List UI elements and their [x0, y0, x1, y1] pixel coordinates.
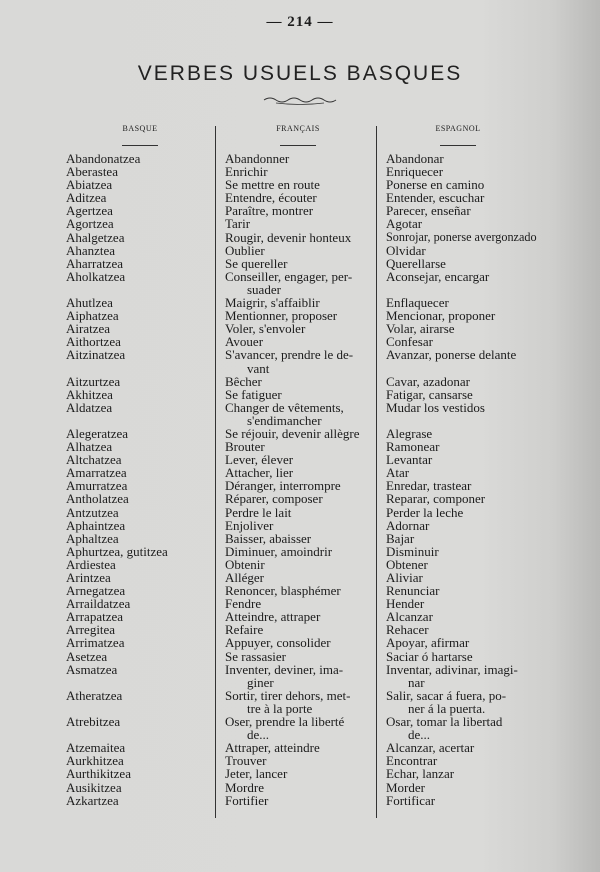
spanish-translation-line: Bajar [386, 530, 415, 546]
french-translation-line: Renoncer, blasphémer [225, 583, 341, 599]
french-translation [225, 689, 386, 715]
spanish-translation-line: Perder la leche [386, 504, 464, 520]
basque-verb: Aphaintzea [66, 517, 126, 533]
spanish-translation-line: Enriquecer [386, 164, 444, 180]
basque-verb: Atrebitzea [66, 714, 121, 730]
basque-verb: Aurkhitzea [66, 753, 124, 769]
basque-verb: Arrapatzea [66, 609, 124, 625]
french-translation-line: s'endimancher [247, 412, 322, 428]
spanish-translation [386, 532, 586, 545]
spanish-translation-line: Saciar ó hartarse [386, 648, 473, 664]
french-translation-line: vant [247, 360, 270, 376]
basque-verb: Aithortzea [66, 334, 121, 350]
french-translation-line: Changer de vêtements, [225, 399, 344, 415]
verb-row [0, 767, 600, 780]
french-translation-line: Refaire [225, 622, 264, 638]
spanish-translation-line: nar [408, 674, 425, 690]
spanish-translation [386, 519, 586, 532]
spanish-translation [386, 689, 586, 715]
french-translation [225, 231, 386, 244]
spanish-translation-line: Ramonear [386, 439, 440, 455]
french-translation-line: Oublier [225, 242, 265, 258]
verb-row [0, 532, 600, 545]
spanish-translation-line: Enredar, trastear [386, 478, 472, 494]
header-espagnol: ESPAGNOL [435, 124, 481, 133]
french-translation-line: Se réjouir, devenir allègre [225, 425, 360, 441]
french-translation [225, 715, 386, 741]
spanish-translation [386, 767, 586, 780]
basque-verb: Antholatzea [66, 491, 129, 507]
spanish-translation-line: Parecer, enseñar [386, 203, 471, 219]
french-translation-line: Diminuer, amoindrir [225, 543, 333, 559]
page-title: VERBES USUELS BASQUES [137, 62, 463, 85]
spanish-translation-line: Enflaquecer [386, 295, 449, 311]
spanish-translation-line: Aliviar [386, 570, 423, 585]
spanish-translation-line: Obtener [386, 556, 428, 572]
spanish-translation [386, 781, 586, 794]
basque-verb: Abandonatzea [66, 151, 141, 166]
spanish-translation-line: Disminuir [386, 543, 439, 559]
french-translation [225, 217, 386, 230]
basque-verb: Arregitea [66, 622, 116, 638]
basque-verb: Akhitzea [66, 386, 113, 402]
spanish-translation [386, 375, 586, 388]
spanish-translation [386, 348, 586, 374]
basque-verb: Aphaltzea [66, 530, 119, 546]
verb-row [0, 388, 600, 401]
french-translation-line: Entendre, écouter [225, 190, 317, 206]
basque-verb: Aphurtzea, gutitzea [66, 543, 168, 559]
spanish-translation-line: Reparar, componer [386, 491, 486, 507]
spanish-translation-line: Levantar [386, 452, 433, 468]
spanish-translation-line: Avanzar, ponerse delante [386, 347, 517, 363]
spanish-translation-line: Sonrojar, ponerse avergonzado [386, 229, 537, 244]
spanish-translation-line: Inventar, adivinar, imagi- [386, 661, 518, 677]
french-translation-line: Maigrir, s'affaiblir [225, 295, 320, 311]
spanish-translation-line: Apoyar, afirmar [386, 635, 470, 651]
spanish-translation [386, 244, 586, 257]
verb-row [0, 636, 600, 649]
french-translation-line: Se quereller [225, 255, 288, 271]
spanish-translation-line: Cavar, azadonar [386, 373, 470, 389]
spanish-translation [386, 453, 586, 466]
basque-verb: Atheratzea [66, 687, 123, 703]
spanish-translation-line: Mencionar, proponer [386, 308, 496, 324]
french-translation [225, 636, 386, 649]
verb-row [0, 689, 600, 715]
verb-row [0, 401, 600, 427]
spanish-translation-line: Osar, tomar la libertad [386, 714, 503, 730]
french-translation [225, 794, 386, 807]
french-translation-line: Brouter [225, 439, 265, 455]
spanish-translation-line: de... [408, 727, 431, 743]
basque-verb: Ahalgetzea [66, 229, 125, 245]
spanish-translation-line: Adornar [386, 517, 430, 533]
verb-row [0, 257, 600, 270]
basque-verb: Ardiestea [66, 556, 116, 572]
french-translation-line: Obtenir [225, 556, 265, 572]
verb-row [0, 375, 600, 388]
french-translation [225, 244, 386, 257]
basque-verb: Aholkatzea [66, 268, 126, 284]
basque-verb: Arraildatzea [66, 596, 131, 612]
french-translation-line: Bêcher [225, 373, 262, 389]
basque-verb: Aharratzea [66, 255, 124, 271]
basque-verb: Amarratzea [66, 465, 127, 481]
spanish-translation-line: Alcanzar [386, 609, 433, 625]
basque-verb: Agertzea [66, 203, 113, 219]
basque-verb: Aberastea [66, 164, 118, 180]
verb-row [0, 348, 600, 374]
verb-row [0, 781, 600, 794]
header-francais: FRANÇAIS [276, 124, 320, 133]
french-translation-line: Oser, prendre la liberté [225, 714, 345, 730]
spanish-translation-line: Alegrase [386, 425, 433, 441]
spanish-translation-line: Abandonar [386, 151, 444, 166]
spanish-translation [386, 401, 586, 427]
spanish-translation [386, 388, 586, 401]
spanish-translation-line: Olvidar [386, 242, 426, 258]
verb-row [0, 545, 600, 558]
verb-row [0, 794, 600, 807]
spanish-translation-line: Alcanzar, acertar [386, 740, 475, 756]
verb-row [0, 492, 600, 505]
french-translation-line: Réparer, composer [225, 491, 323, 507]
basque-verb: Alegeratzea [66, 425, 129, 441]
french-translation [225, 545, 386, 558]
french-translation-line: suader [247, 281, 281, 297]
verb-row [0, 231, 600, 244]
basque-verb: Aurthikitzea [66, 766, 131, 782]
french-translation [225, 650, 386, 663]
french-translation [225, 401, 386, 427]
basque-verb: Atzemaitea [66, 740, 126, 756]
french-translation-line: Attraper, atteindre [225, 740, 320, 756]
spanish-translation-line: Morder [386, 779, 425, 795]
basque-verb: Azkartzea [66, 792, 119, 808]
spanish-translation [386, 650, 586, 663]
french-translation-line: Fortifier [225, 792, 269, 808]
basque-verb: Airatzea [66, 321, 111, 337]
french-translation-line: Se mettre en route [225, 177, 320, 193]
french-translation [225, 767, 386, 780]
spanish-translation-line: Salir, sacar á fuera, po- [386, 687, 507, 703]
ornament-divider [262, 94, 338, 106]
spanish-translation-line: Rehacer [386, 622, 429, 638]
basque-verb: Asetzea [66, 648, 108, 664]
french-translation [225, 270, 386, 296]
french-translation-line: Fendre [225, 596, 262, 612]
spanish-translation-line: Confesar [386, 334, 433, 350]
spanish-translation-line: Encontrar [386, 753, 438, 769]
basque-verb: Asmatzea [66, 661, 118, 677]
french-translation-line: Appuyer, consolider [225, 635, 331, 651]
spanish-translation-line: Fatigar, cansarse [386, 386, 473, 402]
french-translation-line: tre à la porte [247, 700, 313, 716]
french-translation-line: Sortir, tirer dehors, met- [225, 687, 351, 703]
spanish-translation [386, 231, 586, 244]
basque-verb: Ausikitzea [66, 779, 122, 795]
spanish-translation [386, 217, 586, 230]
french-translation-line: Attacher, lier [225, 465, 294, 481]
french-translation-line: Enjoliver [225, 517, 274, 533]
french-translation-line: Avouer [225, 334, 264, 350]
french-translation-line: giner [247, 674, 274, 690]
french-translation-line: Se fatiguer [225, 386, 282, 402]
french-translation [225, 781, 386, 794]
header-rule [440, 145, 476, 146]
french-translation-line: Perdre le lait [225, 504, 292, 520]
spanish-translation-line: Entender, escuchar [386, 190, 485, 206]
french-translation-line: Paraître, montrer [225, 203, 314, 219]
verb-row [0, 650, 600, 663]
french-translation-line: Baisser, abaisser [225, 530, 312, 546]
french-translation [225, 375, 386, 388]
spanish-translation-line: Hender [386, 596, 425, 612]
spanish-translation [386, 506, 586, 519]
basque-verb: Amurratzea [66, 478, 128, 494]
spanish-translation-line: Mudar los vestidos [386, 399, 485, 415]
basque-verb: Aitzinatzea [66, 347, 126, 363]
french-translation-line: Déranger, interrompre [225, 478, 341, 494]
verb-row [0, 663, 600, 689]
verb-list [0, 152, 600, 807]
basque-verb: Ahutlzea [66, 295, 113, 311]
spanish-translation-line: Ponerse en camino [386, 177, 485, 193]
french-translation-line: Inventer, deviner, ima- [225, 661, 344, 677]
french-translation-line: Rougir, devenir honteux [225, 229, 352, 245]
basque-verb: Alhatzea [66, 439, 113, 455]
french-translation-line: Jeter, lancer [225, 766, 288, 782]
spanish-translation [386, 636, 586, 649]
spanish-translation [386, 270, 586, 296]
spanish-translation-line: Querellarse [386, 255, 446, 271]
header-basque: BASQUE [122, 124, 158, 133]
french-translation-line: Mordre [225, 779, 264, 795]
french-translation-line: Abandonner [225, 151, 290, 166]
spanish-translation [386, 715, 586, 741]
spanish-translation-line: ner á la puerta. [408, 700, 486, 716]
spanish-translation [386, 794, 586, 807]
french-translation [225, 388, 386, 401]
basque-verb: Aldatzea [66, 399, 113, 415]
french-translation [225, 506, 386, 519]
basque-verb: Arnegatzea [66, 583, 126, 599]
basque-verb: Agortzea [66, 216, 114, 232]
basque-verb: Aditzea [66, 190, 107, 206]
french-translation-line: Trouver [225, 753, 267, 769]
french-translation-line: Mentionner, proposer [225, 308, 338, 324]
verb-row [0, 270, 600, 296]
basque-verb: Arintzea [66, 570, 111, 585]
french-translation [225, 663, 386, 689]
spanish-translation-line: Echar, lanzar [386, 766, 455, 782]
verb-row [0, 715, 600, 741]
basque-verb: Antzutzea [66, 504, 119, 520]
french-translation-line: Tarir [225, 216, 251, 232]
french-translation-line: Enrichir [225, 164, 268, 180]
basque-verb: Aitzurtzea [66, 373, 121, 389]
spanish-translation [386, 663, 586, 689]
spanish-translation-line: Renunciar [386, 583, 440, 599]
spanish-translation [386, 492, 586, 505]
french-translation-line: Se rassasier [225, 648, 287, 664]
french-translation-line: Atteindre, attraper [225, 609, 321, 625]
verb-row [0, 506, 600, 519]
french-translation-line: S'avancer, prendre le de- [225, 347, 354, 363]
header-rule [122, 145, 158, 146]
basque-verb: Abiatzea [66, 177, 113, 193]
verb-row [0, 217, 600, 230]
basque-verb: Ahanztea [66, 242, 116, 258]
french-translation-line: Alléger [225, 570, 264, 585]
basque-verb: Altchatzea [66, 452, 122, 468]
french-translation-line: Voler, s'envoler [225, 321, 306, 337]
page-number: — 214 — [266, 14, 334, 30]
french-translation [225, 519, 386, 532]
french-translation-line: Conseiller, engager, per- [225, 268, 353, 284]
french-translation-line: Lever, élever [225, 452, 294, 468]
spanish-translation-line: Agotar [386, 216, 423, 232]
verb-row [0, 519, 600, 532]
spanish-translation [386, 545, 586, 558]
french-translation [225, 532, 386, 545]
basque-verb: Arrimatzea [66, 635, 125, 651]
spanish-translation-line: Fortificar [386, 792, 436, 808]
spanish-translation-line: Atar [386, 465, 410, 481]
spanish-translation-line: Volar, airarse [386, 321, 455, 337]
french-translation [225, 257, 386, 270]
spanish-translation [386, 257, 586, 270]
french-translation [225, 492, 386, 505]
french-translation [225, 348, 386, 374]
french-translation-line: de... [247, 727, 270, 743]
basque-verb: Aiphatzea [66, 308, 119, 324]
verb-row [0, 244, 600, 257]
spanish-translation-line: Aconsejar, encargar [386, 268, 490, 284]
header-rule [280, 145, 316, 146]
